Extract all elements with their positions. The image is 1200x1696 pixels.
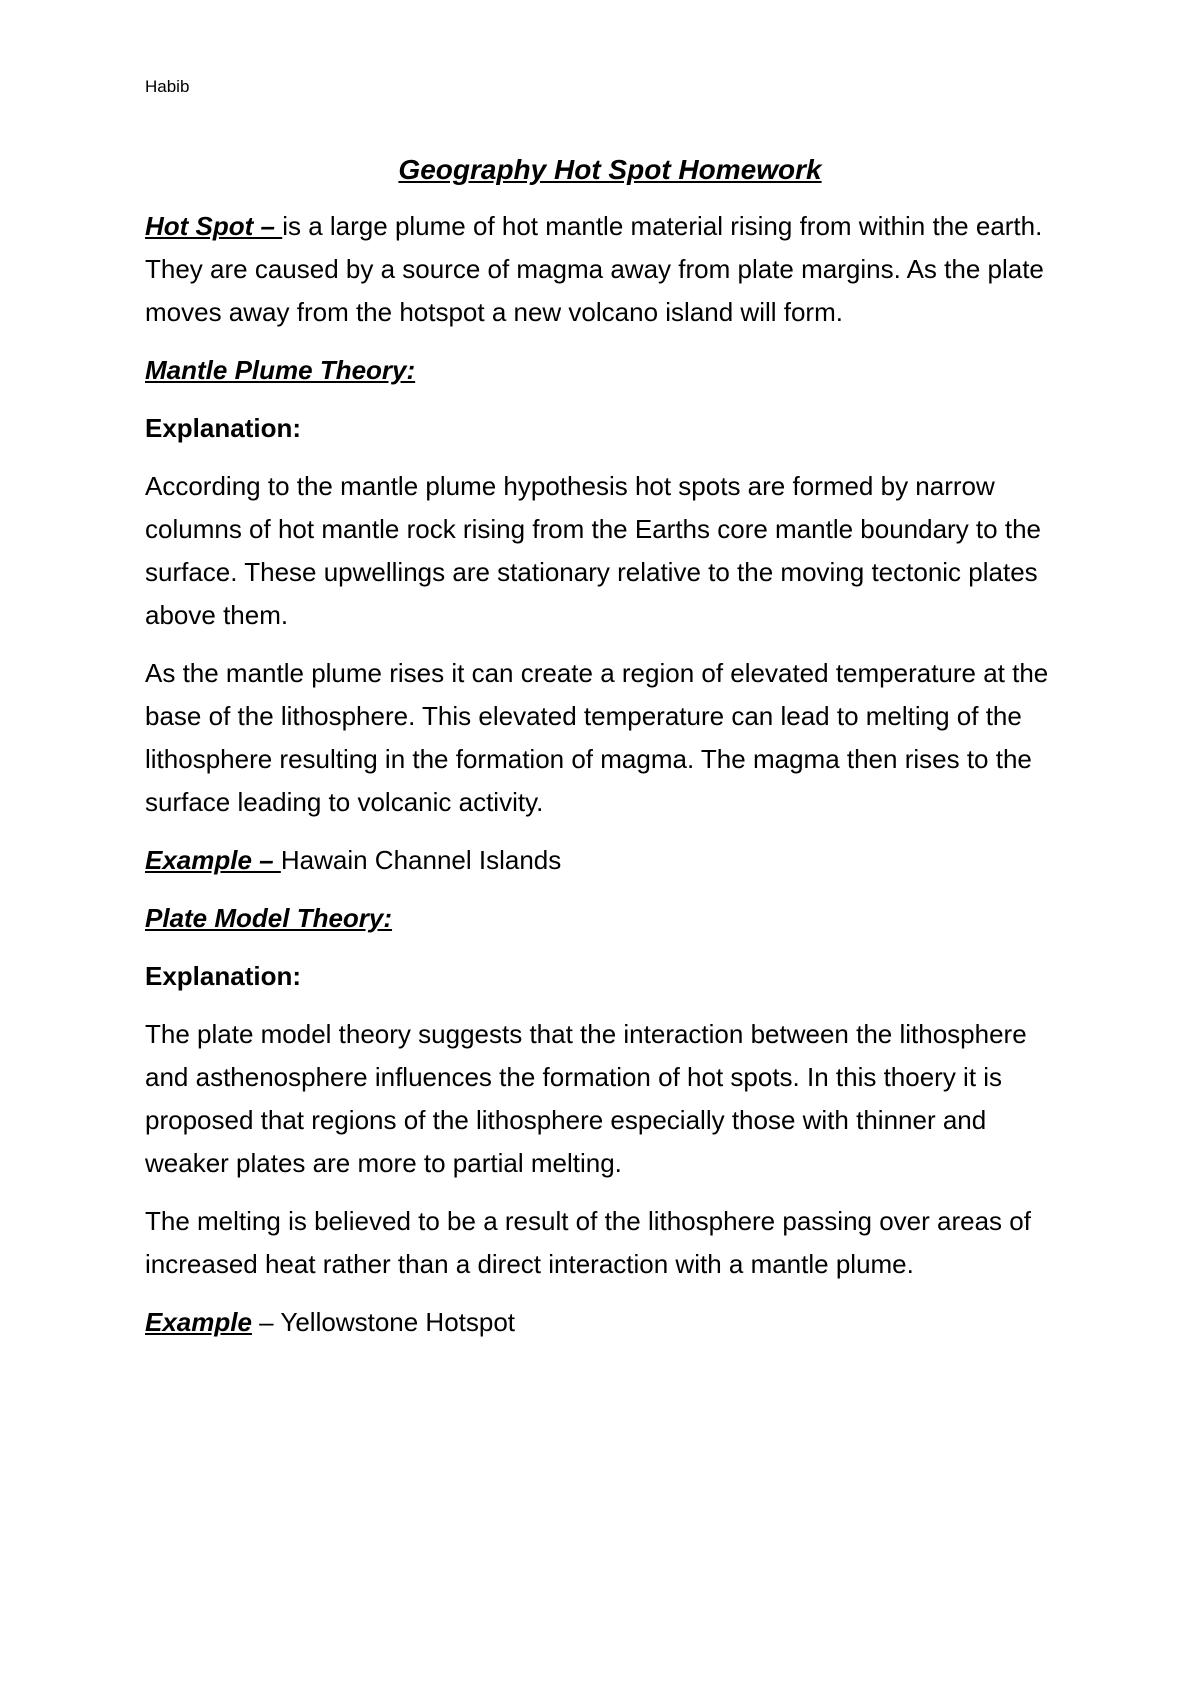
- plate-model-paragraph-2: The melting is believed to be a result of the lithosphere passing over areas of increased heat rather than a direct interaction with a mantle plume.: [145, 1206, 1031, 1279]
- mantle-plume-explanation-label: Explanation:: [145, 413, 302, 443]
- plate-model-paragraph-1: The plate model theory suggests that the interaction between the lithosphere and asthenosphere influences the formation of hot spots. In this thoery it is proposed that regions of the lithosphere especially those with thinner and weaker plates are more to partial melting.: [145, 1019, 1027, 1178]
- mantle-plume-paragraph-1: According to the mantle plume hypothesis hot spots are formed by narrow columns of hot mantle rock rising from the Earths core mantle boundary to the surface. These upwellings are stationary relative to the moving tectonic plates above them.: [145, 471, 1041, 630]
- mantle-plume-example-text: Hawain Channel Islands: [280, 845, 562, 875]
- plate-model-example-label: Example: [145, 1307, 252, 1337]
- mantle-plume-paragraph-2: As the mantle plume rises it can create a region of elevated temperature at the base of the lithosphere. This elevated temperature can lead to melting of the lithosphere resulting in the formation of magma. The magma then rises to the surface leading to volcanic activity.: [145, 658, 1049, 817]
- hotspot-term: Hot Spot –: [145, 211, 283, 241]
- author-name: Habib: [145, 77, 190, 96]
- hotspot-definition-text: is a large plume of hot mantle material rising from within the earth. They are caused by a source of magma away from plate margins. As the plate moves away from the hotspot a new volcano island will form.: [145, 211, 1044, 327]
- plate-model-example: [145, 1301, 1075, 1344]
- plate-model-explanation-label: Explanation:: [145, 961, 302, 991]
- document-title: Geography Hot Spot Homework: [398, 154, 822, 185]
- document-body: [145, 150, 1075, 1359]
- plate-model-heading: Plate Model Theory:: [145, 903, 393, 933]
- mantle-plume-example: [145, 839, 1075, 882]
- hotspot-definition: [145, 205, 1075, 334]
- mantle-plume-example-label: Example –: [145, 845, 281, 875]
- plate-model-example-text: – Yellowstone Hotspot: [251, 1307, 516, 1337]
- mantle-plume-heading: Mantle Plume Theory:: [145, 355, 416, 385]
